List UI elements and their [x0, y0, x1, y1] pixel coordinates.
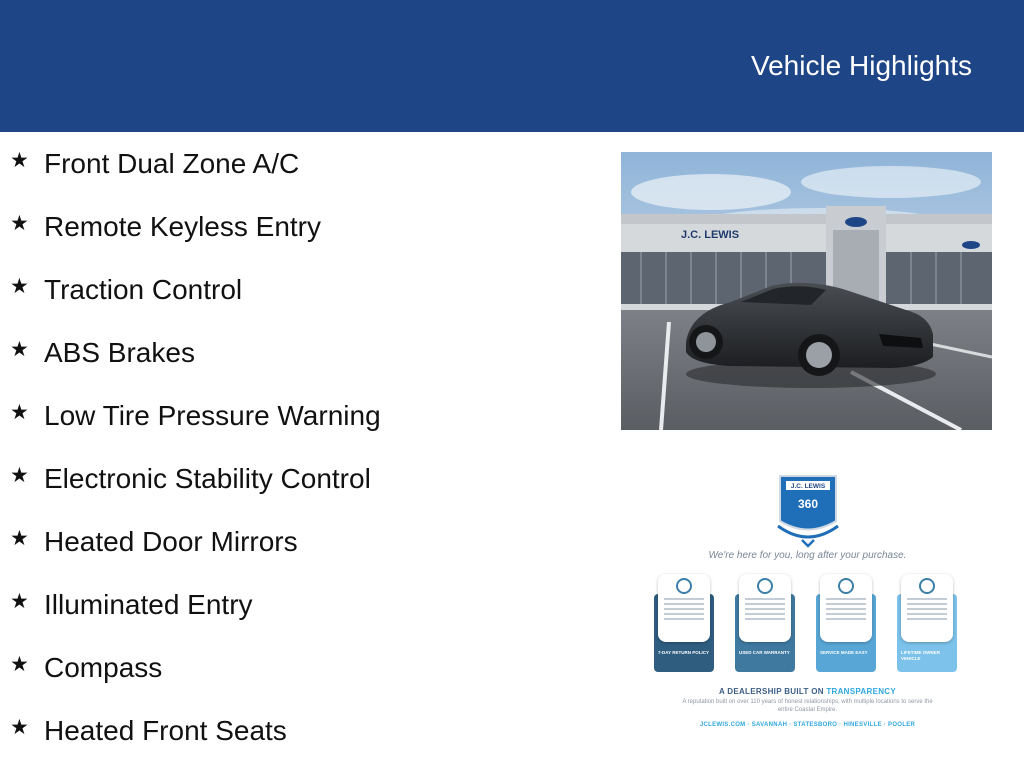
feature-label: Traction Control	[44, 274, 243, 305]
star-icon: ★	[10, 211, 29, 235]
list-item	[0, 399, 600, 439]
list-item	[0, 147, 600, 187]
list-item	[0, 462, 600, 502]
card-label: USED CAR WARRANTY	[739, 650, 790, 655]
document-icon	[919, 578, 935, 594]
feature-label: Heated Door Mirrors	[44, 526, 298, 557]
star-icon: ★	[10, 400, 29, 424]
footer-title-accent: TRANSPARENCY	[826, 687, 897, 696]
promo-footer-description: A reputation built on over 110 years of honest relationships, with multiple locations to serve the entire Coastal Empire.	[682, 699, 933, 713]
star-icon: ★	[10, 274, 29, 298]
badge-brand: J.C. LEWIS	[790, 483, 826, 490]
feature-label: Compass	[44, 652, 163, 683]
list-item	[0, 336, 600, 376]
star-icon: ★	[10, 148, 29, 172]
feature-label: ABS Brakes	[44, 337, 195, 368]
dealer-sign: J.C. LEWIS	[681, 229, 740, 241]
feature-label: Heated Front Seats	[44, 715, 287, 746]
list-item	[0, 588, 600, 628]
list-item	[0, 273, 600, 313]
card-label: SERVICE MADE EASY	[820, 650, 868, 655]
list-item	[0, 525, 600, 565]
vehicle-photo	[621, 152, 992, 430]
list-item	[0, 210, 600, 250]
promo-card	[816, 574, 876, 672]
promo-card	[897, 574, 957, 672]
list-item	[0, 651, 600, 691]
promo-card	[735, 574, 795, 672]
feature-label: Remote Keyless Entry	[44, 211, 321, 242]
card-label: 7-DAY RETURN POLICY	[658, 650, 710, 655]
star-icon: ★	[10, 652, 29, 676]
header-banner	[0, 0, 1024, 132]
feature-label: Front Dual Zone A/C	[44, 148, 300, 179]
star-icon: ★	[10, 337, 29, 361]
star-icon: ★	[10, 589, 29, 613]
promo-footer-title	[640, 687, 975, 696]
page-title: Vehicle Highlights	[750, 50, 972, 81]
promo-slogan: We're here for you, long after your purchase.	[708, 550, 907, 561]
star-icon: ★	[10, 715, 29, 739]
promo-footer-links: JCLEWIS.COM · SAVANNAH · STATESBORO · HINESVILLE · POOLER	[699, 722, 916, 728]
star-icon: ★	[10, 463, 29, 487]
promo-card	[654, 574, 714, 672]
feature-label: Illuminated Entry	[44, 589, 253, 620]
promo-graphic	[640, 466, 975, 746]
money-icon	[676, 578, 692, 594]
star-icon: ★	[10, 526, 29, 550]
feature-label: Low Tire Pressure Warning	[44, 400, 381, 431]
feature-label: Electronic Stability Control	[44, 463, 371, 494]
footer-title-prefix: A DEALERSHIP BUILT ON	[718, 687, 824, 696]
badge-number: 360	[797, 497, 819, 511]
list-item	[0, 714, 600, 754]
car-service-icon	[838, 578, 854, 594]
card-label: LIFETIME OWNER VEHICLE	[901, 650, 940, 661]
award-icon	[757, 578, 773, 594]
